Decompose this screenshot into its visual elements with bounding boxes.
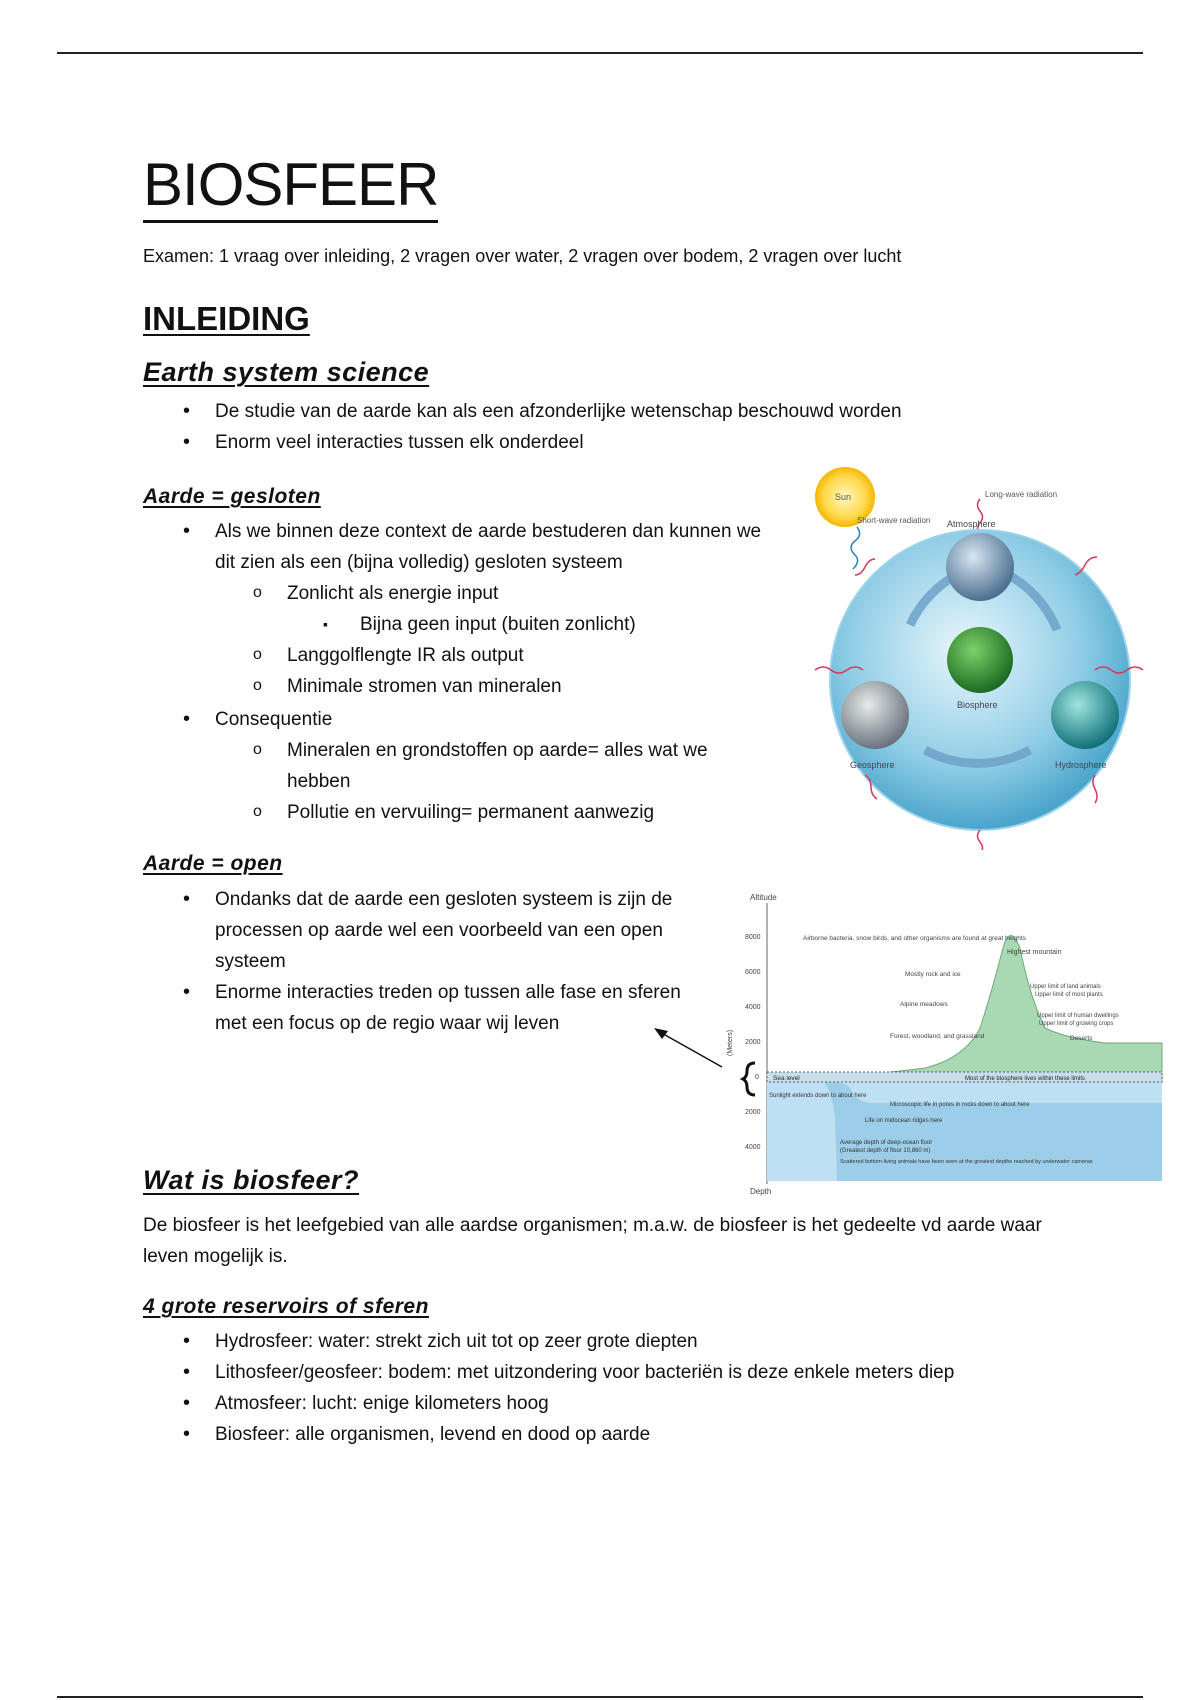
- sunlight-label: Sunlight extends down to about here: [769, 1093, 867, 1099]
- hydrosphere-label: Hydrosphere: [1055, 760, 1107, 770]
- reservoirs-heading: 4 grote reservoirs of sferen: [143, 1295, 429, 1318]
- highest-label: Highest mountain: [1007, 949, 1062, 956]
- biosphere-label: Biosphere: [957, 700, 998, 710]
- meters-label: (Meters): [727, 1029, 734, 1056]
- rock-ice-label: Mostly rock and ice: [905, 971, 961, 978]
- closed-heading: Aarde = gesloten: [143, 485, 321, 508]
- shortwave-arrow-icon: [851, 527, 860, 569]
- altitude-label: Altitude: [750, 893, 777, 902]
- forest-label: Forest, woodland, and grassland: [890, 1033, 985, 1040]
- section-title: INLEIDING: [143, 300, 310, 337]
- longwave-label: Long-wave radiation: [985, 490, 1058, 499]
- exam-note: Examen: 1 vraag over inleiding, 2 vragen over water, 2 vragen over bodem, 2 vragen over lucht: [143, 246, 902, 266]
- tick-label: 4000: [745, 1004, 761, 1011]
- geosphere-label: Geosphere: [850, 760, 895, 770]
- atmosphere-icon: [946, 533, 1014, 601]
- tick-label: 6000: [745, 969, 761, 976]
- plants-label: Upper limit of most plants: [1035, 992, 1103, 998]
- page-title: BIOSFEER: [143, 150, 438, 223]
- top-rule: [57, 52, 1143, 54]
- sun-label: Sun: [835, 492, 852, 502]
- microscopic-label: Microscopic life in pores in rocks down to about here: [890, 1102, 1030, 1108]
- bottom-rule: [57, 1696, 1143, 1698]
- list-item: • Lithosfeer/geosfeer: bodem: met uitzondering voor bacteriën is deze enkele meters diep: [143, 1357, 1143, 1388]
- list-item: • Als we binnen deze context de aarde bestuderen dan kunnen we dit zien als een (bijna volledig) gesloten systeem: [143, 516, 783, 578]
- crops-label: Upper limit of growing crops: [1039, 1021, 1114, 1027]
- list-item: o Minimale stromen van mineralen: [143, 671, 783, 702]
- geosphere-icon: [841, 681, 909, 749]
- pointer-arrow-icon: [650, 1025, 730, 1070]
- biosphere-icon: [947, 627, 1013, 693]
- list-item: o Pollutie en vervuiling= permanent aanwezig: [143, 797, 783, 828]
- open-list: [143, 884, 713, 1039]
- list-item: ▪ Bijna geen input (buiten zonlicht): [143, 609, 783, 640]
- tick-label: 8000: [745, 934, 761, 941]
- ridges-label: Life on midocean ridges here: [865, 1118, 943, 1124]
- open-heading: Aarde = open: [143, 852, 283, 875]
- top-note: Airborne bacteria, snow birds, and other organisms are found at great heights: [803, 935, 1026, 942]
- list-item: o Langgolflengte IR als output: [143, 640, 783, 671]
- earth-system-heading: Earth system science: [143, 357, 430, 387]
- list-item: o Mineralen en grondstoffen op aarde= alles wat we hebben: [143, 735, 727, 797]
- list-item: • Biosfeer: alle organismen, levend en dood op aarde: [143, 1419, 1143, 1450]
- tick-label: 2000: [745, 1039, 761, 1046]
- atmosphere-label: Atmosphere: [947, 519, 996, 529]
- sea-level-label: Sea level: [773, 1075, 800, 1082]
- greatest-depth-label: (Greatest depth of floor 10,860 m): [840, 1148, 931, 1154]
- brace-icon: [743, 1063, 755, 1095]
- land-animals-label: Upper limit of land animals: [1030, 984, 1101, 990]
- scattered-label: Scattered bottom-living animals have been seen at the greatest depths reached by underwater cameras: [840, 1159, 1093, 1165]
- what-heading: Wat is biosfeer?: [143, 1165, 360, 1195]
- what-text: De biosfeer is het leefgebied van alle aardse organismen; m.a.w. de biosfeer is het gedeelte vd aarde waar leven mogelijk is.: [143, 1215, 1042, 1267]
- biosphere-profile-diagram: [725, 888, 1165, 1198]
- earth-system-list: [143, 396, 1143, 458]
- list-item: • Atmosfeer: lucht: enige kilometers hoog: [143, 1388, 1143, 1419]
- list-item: • Enorme interacties treden op tussen alle fase en sferen met een focus op de regio waar wij leven: [143, 977, 713, 1039]
- dwellings-label: Upper limit of human dwellings: [1037, 1013, 1119, 1019]
- closed-list: [143, 516, 783, 828]
- tick-label: 2000: [745, 1109, 761, 1116]
- list-item: • De studie van de aarde kan als een afzonderlijke wetenschap beschouwd worden: [143, 396, 1143, 427]
- reservoirs-list: [143, 1326, 1143, 1450]
- list-item: • Enorm veel interacties tussen elk onderdeel: [143, 427, 1143, 458]
- most-biosphere-label: Most of the biosphere lives within these limits: [965, 1076, 1086, 1082]
- list-item: • Hydrosfeer: water: strekt zich uit tot op zeer grote diepten: [143, 1326, 1143, 1357]
- list-item: o Zonlicht als energie input: [143, 578, 783, 609]
- list-item: • Ondanks dat de aarde een gesloten systeem is zijn de processen op aarde wel een voorbeeld van een open systeem: [143, 884, 713, 977]
- avg-depth-label: Average depth of deep-ocean floor: [840, 1140, 933, 1146]
- tick-label: 4000: [745, 1144, 761, 1151]
- list-item: • Consequentie: [143, 704, 783, 735]
- alpine-label: Alpine meadows: [900, 1001, 948, 1008]
- shortwave-label: Short-wave radiation: [857, 516, 931, 525]
- hydrosphere-icon: [1051, 681, 1119, 749]
- earth-spheres-diagram: [795, 455, 1170, 850]
- tick-label: 0: [755, 1074, 759, 1081]
- deserts-label: Deserts: [1070, 1035, 1093, 1042]
- depth-label: Depth: [750, 1187, 772, 1196]
